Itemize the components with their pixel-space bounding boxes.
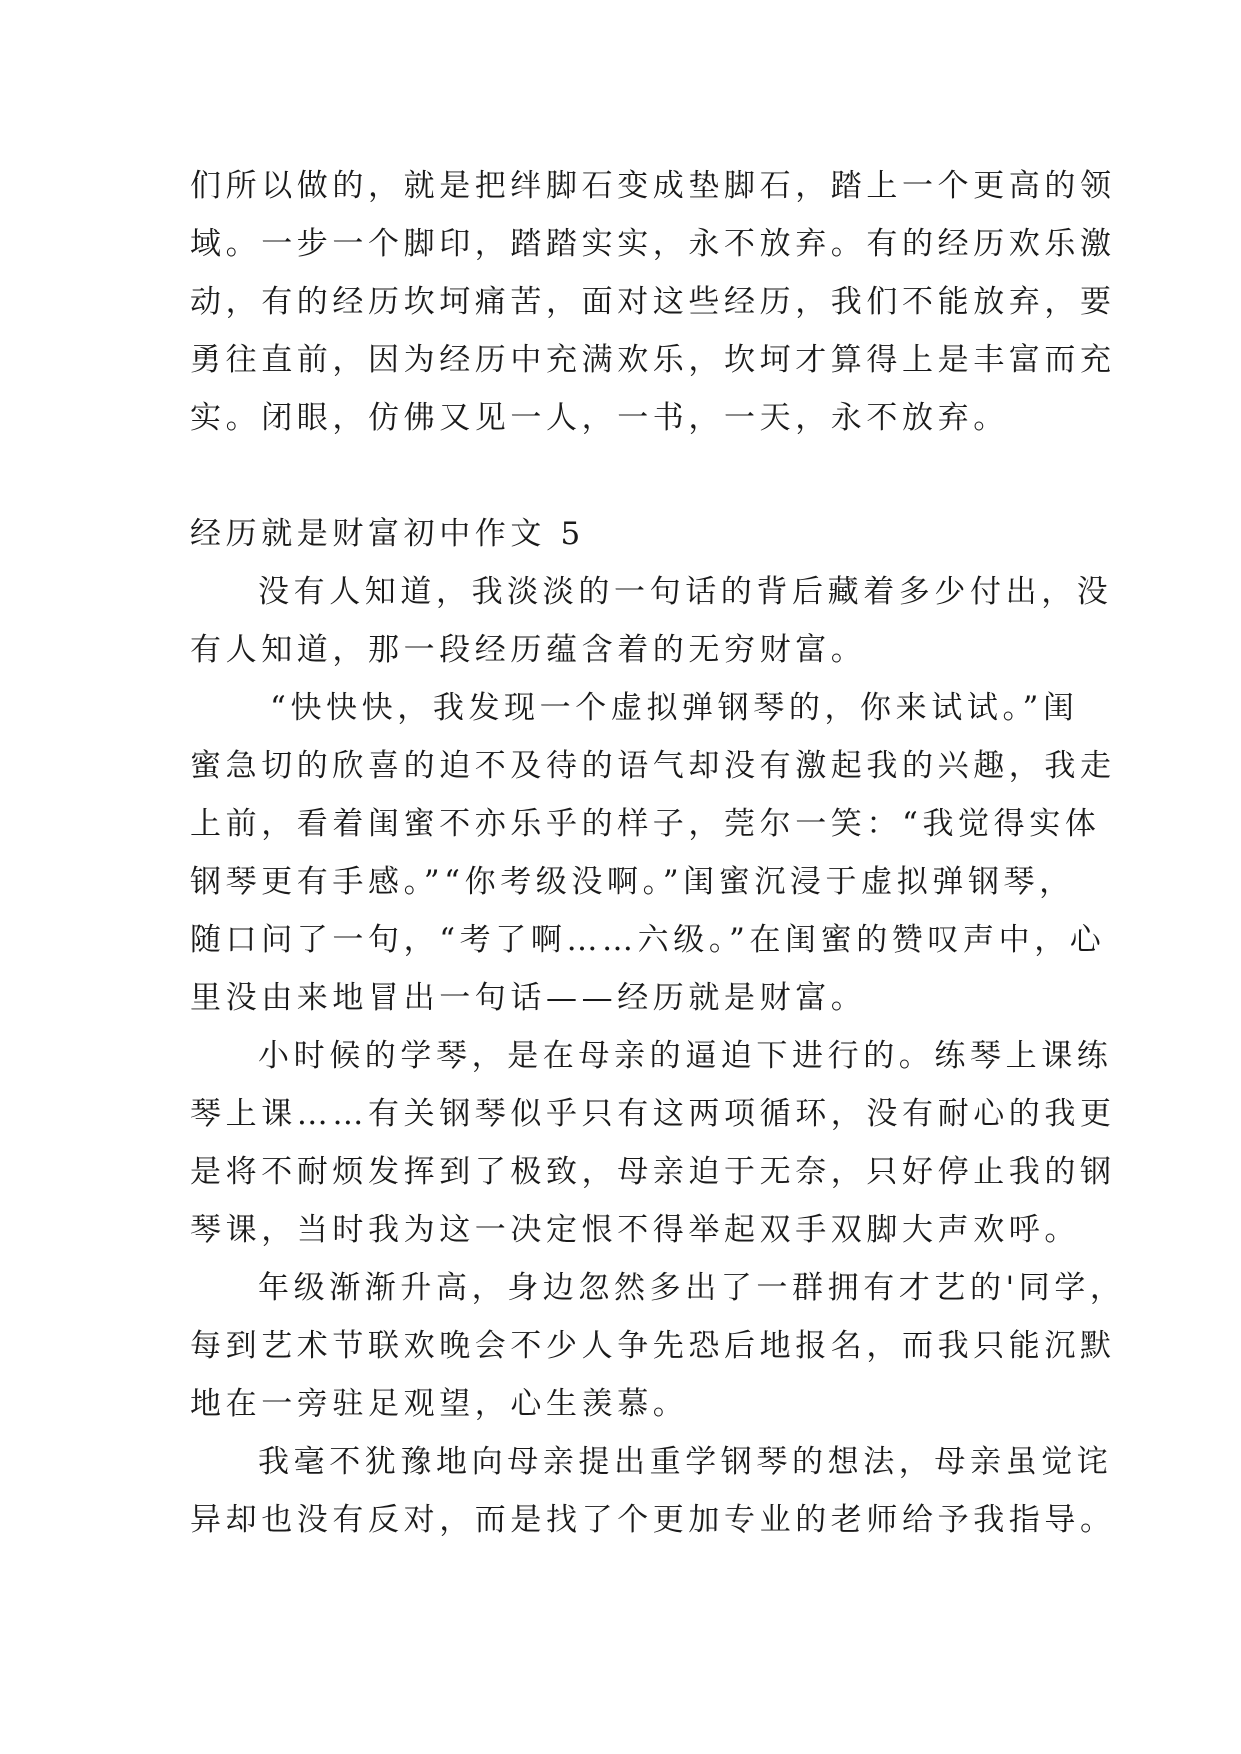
text-line: 随口问了一句，“考了啊……六级。”在闺蜜的赞叹声中，心 <box>190 922 1106 958</box>
text-line: 域。一步一个脚印，踏踏实实，永不放弃。有的经历欢乐激 <box>190 226 1116 262</box>
text-line: 地在一旁驻足观望，心生羡慕。 <box>190 1386 689 1422</box>
text-line: 里没由来地冒出一句话——经历就是财富。 <box>190 980 867 1016</box>
text-line: 年级渐渐升高，身边忽然多出了一群拥有才艺的'同学， <box>258 1270 1126 1306</box>
text-line: 琴上课……有关钢琴似乎只有这两项循环，没有耐心的我更 <box>190 1096 1116 1132</box>
text-line: 我毫不犹豫地向母亲提出重学钢琴的想法，母亲虽觉诧 <box>258 1444 1113 1480</box>
text-line: 蜜急切的欣喜的迫不及待的语气却没有激起我的兴趣，我走 <box>190 748 1116 784</box>
text-line: 异却也没有反对，而是找了个更加专业的老师给予我指导。 <box>190 1502 1116 1538</box>
text-line: 是将不耐烦发挥到了极致，母亲迫于无奈，只好停止我的钢 <box>190 1154 1116 1190</box>
text-line: 每到艺术节联欢晚会不少人争先恐后地报名，而我只能沉默 <box>190 1328 1116 1364</box>
text-line: 实。闭眼，仿佛又见一人，一书，一天，永不放弃。 <box>190 400 1009 436</box>
text-line: 琴课，当时我为这一决定恨不得举起双手双脚大声欢呼。 <box>190 1212 1080 1248</box>
text-line: 没有人知道，我淡淡的一句话的背后藏着多少付出，没 <box>258 574 1113 610</box>
text-line: 动，有的经历坎坷痛苦，面对这些经历，我们不能放弃，要 <box>190 284 1116 320</box>
text-line: 有人知道，那一段经历蕴含着的无穷财富。 <box>190 632 867 668</box>
essay-heading: 经历就是财富初中作文 5 <box>190 516 585 552</box>
text-line: 小时候的学琴，是在母亲的逼迫下进行的。练琴上课练 <box>258 1038 1113 1074</box>
text-line: 钢琴更有手感。”“你考级没啊。”闺蜜沉浸于虚拟弹钢琴， <box>190 864 1075 900</box>
text-line: “快快快，我发现一个虚拟弹钢琴的，你来试试。”闺 <box>270 690 1079 726</box>
text-line: 们所以做的，就是把绊脚石变成垫脚石，踏上一个更高的领 <box>190 168 1116 204</box>
text-line: 上前，看着闺蜜不亦乐乎的样子，莞尔一笑：“我觉得实体 <box>190 806 1101 842</box>
text-line: 勇往直前，因为经历中充满欢乐，坎坷才算得上是丰富而充 <box>190 342 1116 378</box>
